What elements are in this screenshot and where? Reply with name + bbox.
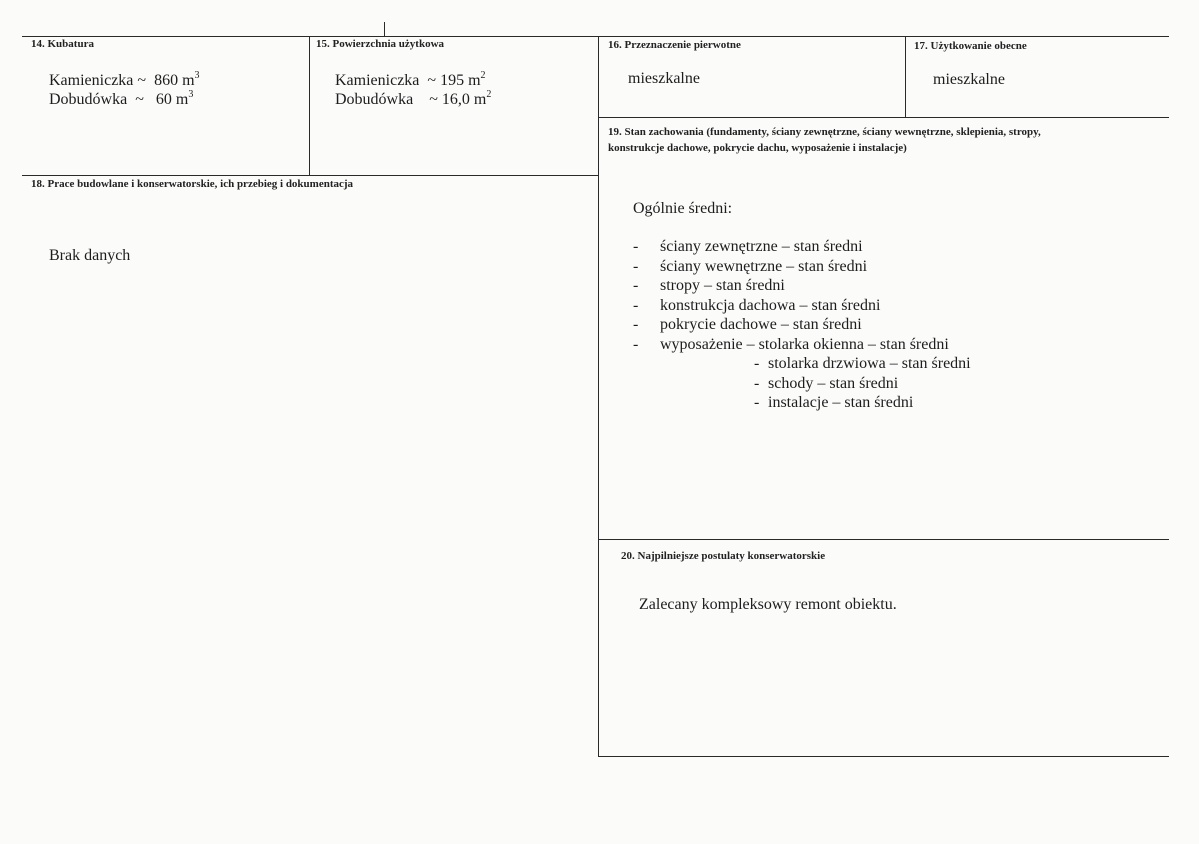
top-tick [384, 22, 385, 36]
bottom-border-16-17 [598, 117, 1169, 118]
section-19-sublist [754, 354, 971, 413]
top-border [22, 36, 1169, 37]
row-exp: 3 [188, 89, 194, 100]
dash: - [633, 257, 639, 275]
divider-left-right [598, 36, 599, 756]
row-name: Dobudówka [335, 91, 414, 108]
dash: - [754, 355, 760, 372]
row-value: 195 m [440, 72, 481, 89]
list-item: - ściany zewnętrzne – stan średni [633, 238, 863, 255]
section-16-value: mieszkalne [628, 70, 700, 87]
list-item: - stropy – stan średni [633, 277, 785, 294]
section-14-row-2 [49, 90, 193, 109]
section-17-value: mieszkalne [933, 71, 1005, 88]
dash: - [633, 316, 639, 333]
section-20-label: 20. Najpilniejsze postulaty konserwatorskie [621, 550, 826, 562]
list-item: - stolarka drzwiowa – stan średni [754, 355, 971, 372]
section-19-summary: Ogólnie średni: [633, 200, 733, 217]
section-20-value: Zalecany kompleksowy remont obiektu. [639, 596, 897, 613]
section-18-value: Brak danych [49, 247, 131, 264]
bottom-border-19 [598, 539, 1169, 540]
list-item: - pokrycie dachowe – stan średni [633, 316, 862, 333]
section-14-row-1 [49, 71, 200, 90]
list-item: - schody – stan średni [754, 374, 899, 392]
list-item: - konstrukcja dachowa – stan średni [633, 296, 881, 314]
row-sep: ~ [427, 72, 437, 89]
section-15-row-1 [335, 71, 486, 90]
row-sep: ~ [135, 91, 144, 108]
dash: - [754, 374, 760, 392]
row-sep: ~ [137, 72, 147, 89]
list-item: - wyposażenie – stolarka okienna – stan średni [633, 335, 949, 353]
row-sep: ~ [429, 91, 438, 108]
section-19-label: 19. Stan zachowania (fundamenty, ściany zewnętrzne, ściany wewnętrzne, sklepienia, stropy, konstrukcje dachowe, pokrycie dachu, wyposażenie i instalacje) [608, 126, 1041, 154]
divider-14-15 [309, 36, 310, 175]
dash: - [633, 277, 639, 294]
list-item: - ściany wewnętrzne – stan średni [633, 257, 868, 275]
section-17-label: 17. Użytkowanie obecne [914, 40, 1027, 52]
section-18-label: 18. Prace budowlane i konserwatorskie, ich przebieg i dokumentacja [31, 178, 354, 190]
bottom-border-20 [598, 756, 1169, 757]
section-15-row-2 [335, 90, 491, 109]
row-value: 860 m [154, 72, 195, 89]
row-name: Kamieniczka [335, 72, 420, 89]
row-exp: 2 [486, 89, 492, 100]
dash: - [754, 394, 760, 411]
row-name: Dobudówka [49, 91, 128, 108]
section-19-list [633, 237, 949, 354]
row-name: Kamieniczka [49, 72, 134, 89]
row-exp: 3 [194, 70, 200, 81]
divider-16-17 [905, 36, 906, 117]
dash: - [633, 296, 639, 314]
row-value: 16,0 m [441, 91, 487, 108]
dash: - [633, 238, 639, 255]
bottom-border-14-15 [22, 175, 598, 176]
section-14-label: 14. Kubatura [31, 38, 94, 50]
dash: - [633, 335, 639, 353]
section-15-label: 15. Powierzchnia użytkowa [316, 38, 445, 50]
section-16-label: 16. Przeznaczenie pierwotne [608, 39, 741, 51]
row-exp: 2 [480, 70, 486, 81]
row-value: 60 m [155, 91, 189, 108]
list-item: - instalacje – stan średni [754, 394, 914, 411]
